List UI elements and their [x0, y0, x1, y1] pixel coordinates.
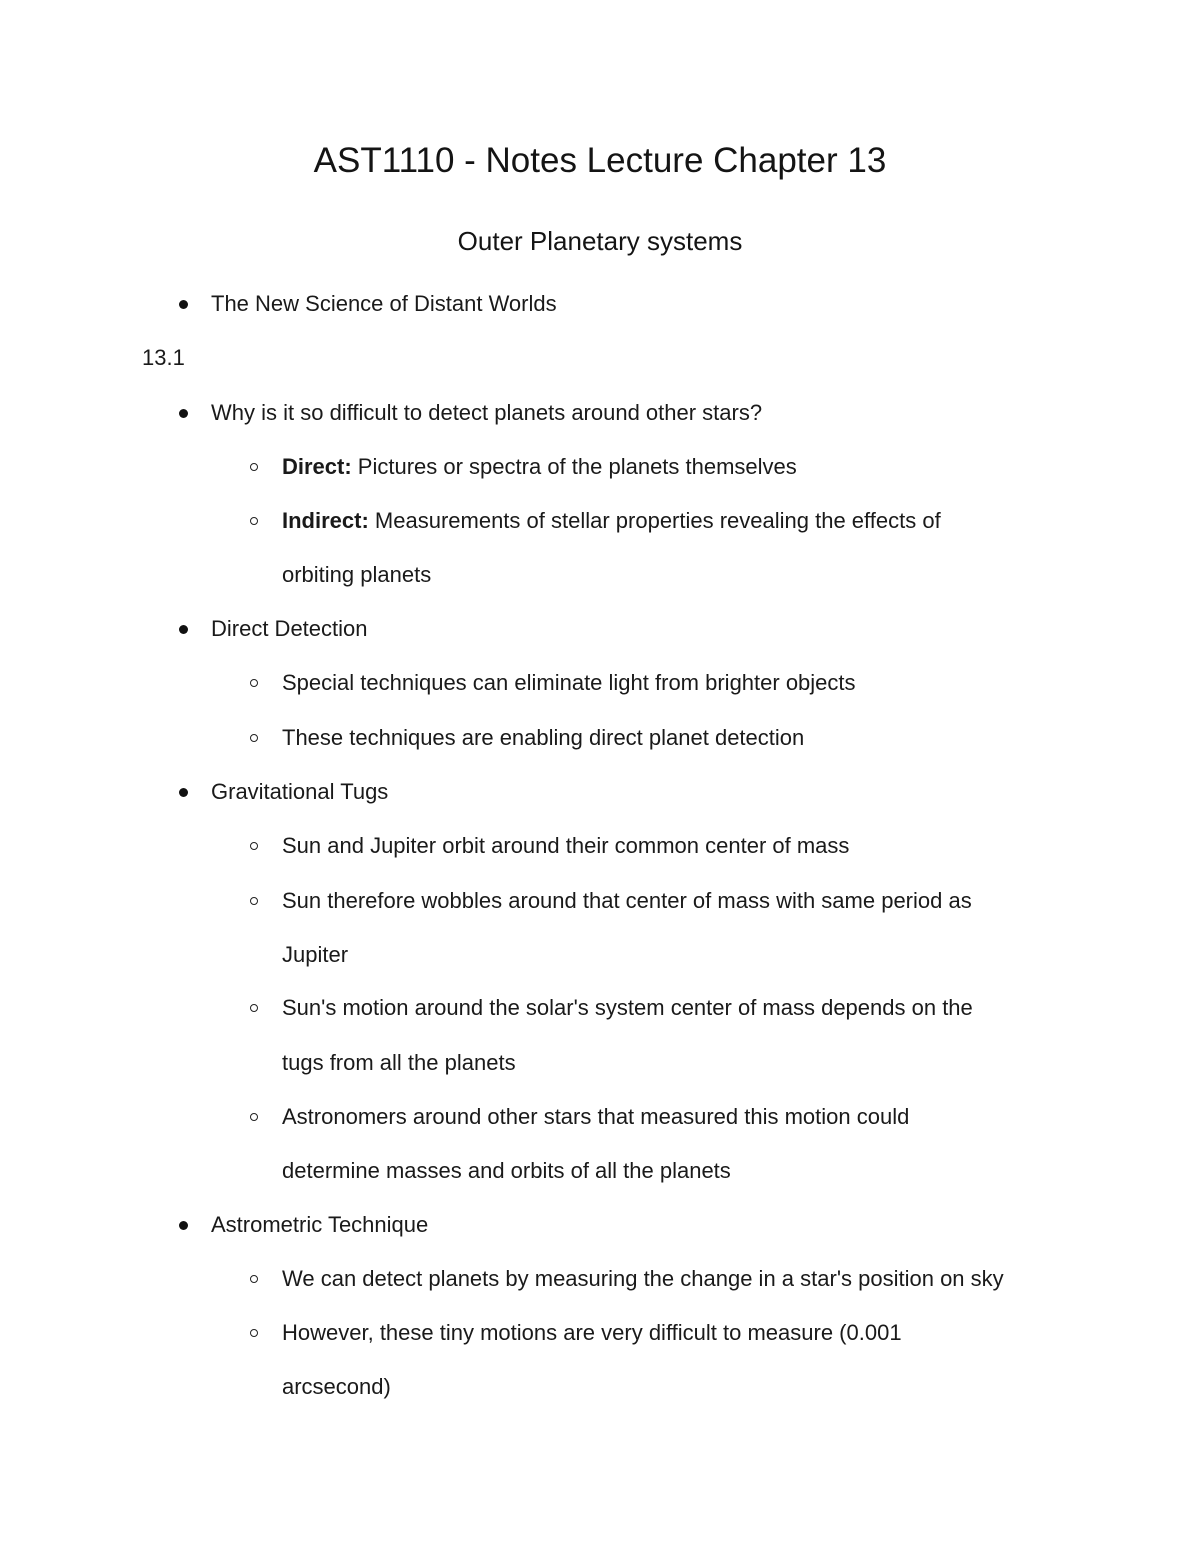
bullet-circle-icon [250, 1113, 258, 1121]
bullet-circle-icon [250, 679, 258, 687]
sub-list-item [282, 507, 941, 535]
bullet-circle-icon [250, 897, 258, 905]
term-label: Direct: [282, 454, 352, 479]
sub-list-item: However, these tiny motions are very difficult to measure (0.001 [282, 1320, 902, 1345]
list-item: Why is it so difficult to detect planets around other stars? [211, 400, 763, 425]
bullet-dot-icon [179, 625, 188, 634]
sub-list-item [282, 453, 797, 481]
bullet-dot-icon [179, 1221, 188, 1230]
bullet-circle-icon [250, 517, 258, 525]
bullet-dot-icon [179, 409, 188, 418]
list-item: Direct Detection [211, 616, 368, 641]
list-item: Gravitational Tugs [211, 779, 389, 804]
sub-list-item-continuation: tugs from all the planets [282, 1050, 516, 1075]
sub-list-item: These techniques are enabling direct planet detection [282, 725, 805, 750]
bullet-dot-icon [179, 300, 188, 309]
document-subtitle: Outer Planetary systems [457, 226, 743, 256]
sub-list-item: Astronomers around other stars that measured this motion could [282, 1104, 910, 1129]
bullet-circle-icon [250, 734, 258, 742]
bullet-circle-icon [250, 463, 258, 471]
list-item: The New Science of Distant Worlds [211, 291, 557, 316]
sub-list-item: Special techniques can eliminate light from brighter objects [282, 670, 856, 695]
sub-list-item-continuation: Jupiter [282, 942, 349, 967]
bullet-circle-icon [250, 842, 258, 850]
list-item: Astrometric Technique [211, 1212, 429, 1237]
sub-list-item-continuation: arcsecond) [282, 1374, 391, 1399]
document-title: AST1110 - Notes Lecture Chapter 13 [313, 141, 887, 180]
bullet-dot-icon [179, 788, 188, 797]
term-label: Indirect: [282, 508, 369, 533]
sub-list-item: Sun's motion around the solar's system center of mass depends on the [282, 995, 973, 1020]
sub-list-item: Sun and Jupiter orbit around their common center of mass [282, 833, 850, 858]
bullet-circle-icon [250, 1329, 258, 1337]
term-text: Measurements of stellar properties revealing the effects of [368, 508, 941, 533]
bullet-circle-icon [250, 1275, 258, 1283]
section-number: 13.1 [142, 345, 185, 370]
bullet-circle-icon [250, 1004, 258, 1012]
sub-list-item: Sun therefore wobbles around that center of mass with same period as [282, 888, 972, 913]
term-text: Pictures or spectra of the planets themselves [351, 454, 797, 479]
sub-list-item-continuation: determine masses and orbits of all the planets [282, 1158, 731, 1183]
sub-list-item-continuation: orbiting planets [282, 562, 432, 587]
sub-list-item: We can detect planets by measuring the change in a star's position on sky [282, 1266, 1004, 1291]
